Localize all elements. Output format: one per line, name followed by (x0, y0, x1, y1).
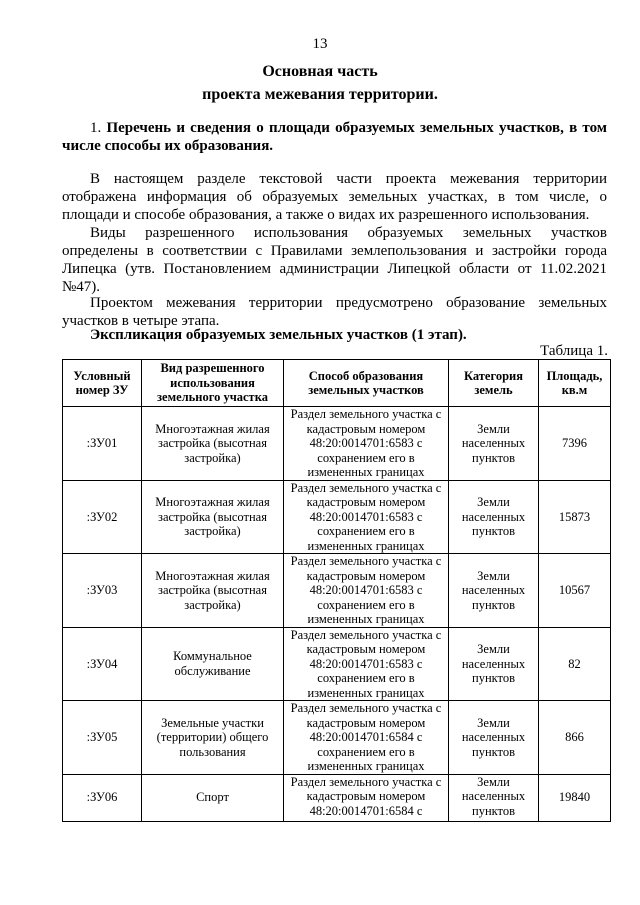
cell-area: 7396 (539, 407, 611, 481)
cell-formation-method: Раздел земельного участка с кадастровым номером 48:20:0014701:6584 с сохранением его в измененных границах (284, 701, 449, 775)
cell-plot-number: :ЗУ06 (63, 774, 142, 821)
document-subtitle: проекта межевания территории. (202, 86, 438, 103)
cell-formation-method: Раздел земельного участка с кадастровым номером 48:20:0014701:6583 с сохранением его в измененных границах (284, 627, 449, 701)
section-heading-number: 1. (90, 120, 102, 136)
paragraph-text: В настоящем разделе текстовой части проекта межевания территории отображена информация об образуемых земельных участках, в том числе, о площади и способе образования, а также о видах их разрешенного использования. (62, 171, 607, 223)
table-row (63, 627, 611, 701)
cell-area: 15873 (539, 480, 611, 554)
cell-permitted-use: Земельные участки (территории) общего пользования (142, 701, 284, 775)
cell-permitted-use: Многоэтажная жилая застройка (высотная застройка) (142, 554, 284, 628)
cell-land-category: Земли населенных пунктов (449, 774, 539, 821)
cell-area: 10567 (539, 554, 611, 628)
cell-permitted-use: Многоэтажная жилая застройка (высотная застройка) (142, 480, 284, 554)
cell-plot-number: :ЗУ02 (63, 480, 142, 554)
table-row (63, 701, 611, 775)
header-area: Площадь, кв.м (539, 360, 611, 407)
cell-area: 19840 (539, 774, 611, 821)
cell-area: 82 (539, 627, 611, 701)
cell-land-category: Земли населенных пунктов (449, 627, 539, 701)
document-title: Основная часть (262, 63, 378, 80)
section-heading (62, 119, 607, 155)
table-heading (62, 326, 607, 344)
cell-permitted-use: Коммунальное обслуживание (142, 627, 284, 701)
cell-formation-method: Раздел земельного участка с кадастровым номером 48:20:0014701:6583 с сохранением его в измененных границах (284, 554, 449, 628)
table-heading-text: Экспликация образуемых земельных участков (1 этап). (90, 327, 467, 343)
paragraph (62, 224, 607, 296)
section-heading-text: Перечень и сведения о площади образуемых земельных участков, в том числе способы их образования. (62, 120, 608, 154)
header-land-category: Категория земель (449, 360, 539, 407)
paragraph-text: Виды разрешенного использования образуемых земельных участков определены в соответствии с Правилами землепользования и застройки города Липецка (утв. Постановлением администрации Липецкой области от 11.02.2021 №47). (62, 225, 607, 295)
cell-plot-number: :ЗУ04 (63, 627, 142, 701)
table-caption: Таблица 1. (540, 343, 608, 359)
cell-formation-method: Раздел земельного участка с кадастровым номером 48:20:0014701:6584 с (284, 774, 449, 821)
land-plots-table (62, 359, 611, 822)
table-row (63, 774, 611, 821)
cell-permitted-use: Спорт (142, 774, 284, 821)
cell-formation-method: Раздел земельного участка с кадастровым номером 48:20:0014701:6583 с сохранением его в измененных границах (284, 407, 449, 481)
cell-plot-number: :ЗУ05 (63, 701, 142, 775)
table-row (63, 480, 611, 554)
page-number: 13 (312, 36, 328, 52)
header-permitted-use: Вид разрешенного использования земельного участка (142, 360, 284, 407)
cell-land-category: Земли населенных пунктов (449, 701, 539, 775)
table-row (63, 554, 611, 628)
cell-plot-number: :ЗУ03 (63, 554, 142, 628)
cell-formation-method: Раздел земельного участка с кадастровым номером 48:20:0014701:6583 с сохранением его в измененных границах (284, 480, 449, 554)
cell-area: 866 (539, 701, 611, 775)
header-formation-method: Способ образования земельных участков (284, 360, 449, 407)
paragraph (62, 170, 607, 224)
table-header-row (63, 360, 611, 407)
table-row (63, 407, 611, 481)
paragraph (62, 294, 607, 330)
cell-permitted-use: Многоэтажная жилая застройка (высотная застройка) (142, 407, 284, 481)
cell-land-category: Земли населенных пунктов (449, 480, 539, 554)
cell-land-category: Земли населенных пунктов (449, 554, 539, 628)
header-plot-number: Условный номер ЗУ (63, 360, 142, 407)
paragraph-text: Проектом межевания территории предусмотрено образование земельных участков в четыре этапа. (62, 295, 607, 329)
cell-land-category: Земли населенных пунктов (449, 407, 539, 481)
cell-plot-number: :ЗУ01 (63, 407, 142, 481)
